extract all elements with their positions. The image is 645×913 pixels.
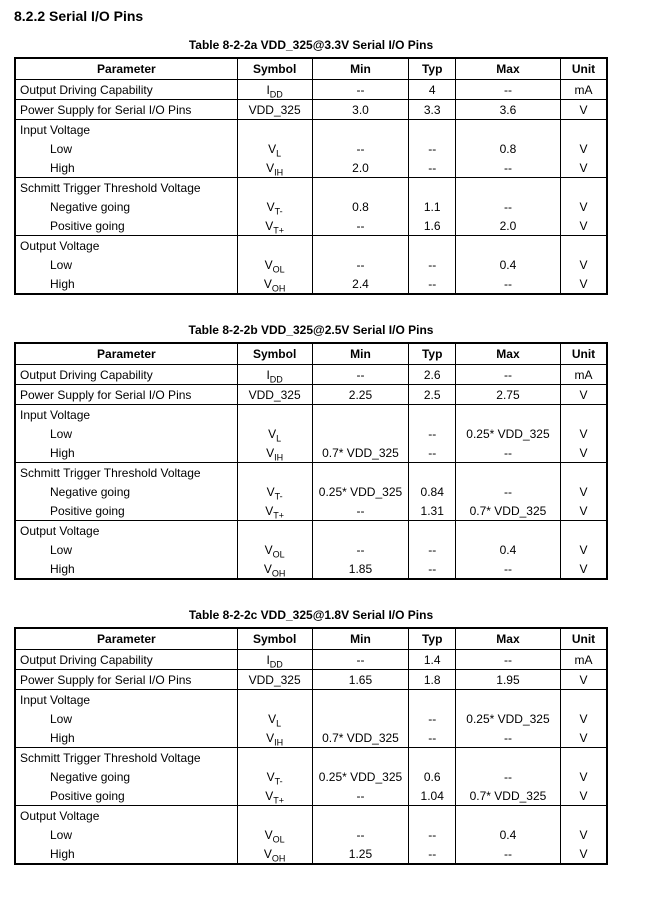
- unit-cell: [561, 463, 608, 483]
- parameter-cell: Low: [15, 139, 237, 158]
- symbol-subscript: IH: [274, 451, 284, 462]
- typ-cell: --: [409, 424, 455, 443]
- typ-cell: --: [409, 274, 455, 294]
- symbol-cell: $V_{OH}$: [237, 559, 312, 579]
- column-header: Unit: [561, 628, 608, 650]
- max-cell: [455, 690, 560, 710]
- min-cell: [312, 709, 409, 728]
- parameter-cell: Output Voltage: [15, 521, 237, 541]
- min-cell: 0.8: [312, 197, 409, 216]
- table-row: [15, 255, 607, 274]
- parameter-cell: Output Voltage: [15, 806, 237, 826]
- table-block-2v5: [14, 323, 608, 580]
- column-header: Typ: [409, 58, 455, 80]
- unit-cell: V: [561, 443, 608, 463]
- max-cell: [455, 178, 560, 198]
- table-block-1v8: [14, 608, 608, 865]
- table-row: [15, 443, 607, 463]
- min-cell: --: [312, 80, 409, 100]
- min-cell: [312, 748, 409, 768]
- max-cell: 0.4: [455, 255, 560, 274]
- parameter-cell: Output Driving Capability: [15, 650, 237, 670]
- symbol-cell: [237, 748, 312, 768]
- column-header: Max: [455, 58, 560, 80]
- unit-cell: [561, 236, 608, 256]
- table-row: [15, 80, 607, 100]
- table-row: [15, 844, 607, 864]
- parameter-cell: Output Voltage: [15, 236, 237, 256]
- symbol-cell: $V_L$: [237, 424, 312, 443]
- unit-cell: V: [561, 501, 608, 521]
- table-header-row: [15, 343, 607, 365]
- max-cell: --: [455, 274, 560, 294]
- typ-cell: --: [409, 844, 455, 864]
- symbol-cell: $I_{DD}$: [237, 650, 312, 670]
- table-row: [15, 385, 607, 405]
- symbol-cell: $V_{IH}$: [237, 443, 312, 463]
- typ-cell: [409, 463, 455, 483]
- unit-cell: [561, 748, 608, 768]
- parameter-cell: Low: [15, 540, 237, 559]
- parameter-cell: Power Supply for Serial I/O Pins: [15, 670, 237, 690]
- unit-cell: [561, 178, 608, 198]
- parameter-cell: Power Supply for Serial I/O Pins: [15, 100, 237, 120]
- symbol-subscript: L: [276, 717, 282, 728]
- max-cell: 0.25* VDD_325: [455, 709, 560, 728]
- symbol-cell: $I_{DD}$: [237, 365, 312, 385]
- symbol-cell: $V_{T+}$: [237, 501, 312, 521]
- parameter-cell: High: [15, 844, 237, 864]
- max-cell: 0.25* VDD_325: [455, 424, 560, 443]
- column-header: Unit: [561, 343, 608, 365]
- symbol-cell: [237, 806, 312, 826]
- min-cell: [312, 521, 409, 541]
- min-cell: 2.25: [312, 385, 409, 405]
- symbol-cell: $V_{IH}$: [237, 728, 312, 748]
- symbol-cell: [237, 463, 312, 483]
- max-cell: --: [455, 650, 560, 670]
- min-cell: 0.25* VDD_325: [312, 767, 409, 786]
- group-header-row: [15, 690, 607, 710]
- symbol-cell: $V_{OL}$: [237, 825, 312, 844]
- typ-cell: 0.84: [409, 482, 455, 501]
- unit-cell: V: [561, 424, 608, 443]
- table-caption-3v3: Table 8-2-2a VDD_325@3.3V Serial I/O Pins: [188, 38, 434, 52]
- min-cell: [312, 178, 409, 198]
- max-cell: [455, 463, 560, 483]
- typ-cell: [409, 690, 455, 710]
- min-cell: [312, 463, 409, 483]
- max-cell: --: [455, 482, 560, 501]
- typ-cell: 2.6: [409, 365, 455, 385]
- max-cell: [455, 120, 560, 140]
- typ-cell: 1.31: [409, 501, 455, 521]
- parameter-cell: Positive going: [15, 216, 237, 236]
- unit-cell: V: [561, 825, 608, 844]
- group-header-row: [15, 120, 607, 140]
- symbol-subscript: T+: [273, 794, 285, 805]
- symbol-subscript: OL: [272, 263, 285, 274]
- symbol-subscript: T+: [273, 509, 285, 520]
- min-cell: [312, 120, 409, 140]
- typ-cell: [409, 178, 455, 198]
- column-header: Parameter: [15, 58, 237, 80]
- typ-cell: 3.3: [409, 100, 455, 120]
- table-row: [15, 158, 607, 178]
- symbol-subscript: T-: [274, 775, 283, 786]
- unit-cell: V: [561, 255, 608, 274]
- max-cell: 0.7* VDD_325: [455, 501, 560, 521]
- max-cell: --: [455, 767, 560, 786]
- min-cell: [312, 236, 409, 256]
- symbol-subscript: T-: [274, 205, 283, 216]
- serial-io-table-1v8: [14, 627, 608, 865]
- parameter-cell: Output Driving Capability: [15, 365, 237, 385]
- parameter-cell: Low: [15, 825, 237, 844]
- typ-cell: 1.6: [409, 216, 455, 236]
- unit-cell: V: [561, 709, 608, 728]
- unit-cell: V: [561, 197, 608, 216]
- typ-cell: [409, 236, 455, 256]
- symbol-cell: $V_{T-}$: [237, 767, 312, 786]
- unit-cell: V: [561, 767, 608, 786]
- group-header-row: [15, 405, 607, 425]
- table-row: [15, 559, 607, 579]
- table-header-row: [15, 628, 607, 650]
- table-row: [15, 767, 607, 786]
- table-row: [15, 709, 607, 728]
- symbol-subscript: OH: [271, 282, 286, 293]
- symbol-cell: $V_{T+}$: [237, 216, 312, 236]
- min-cell: 0.7* VDD_325: [312, 443, 409, 463]
- column-header: Min: [312, 628, 409, 650]
- table-row: [15, 786, 607, 806]
- parameter-cell: Input Voltage: [15, 690, 237, 710]
- parameter-cell: High: [15, 728, 237, 748]
- unit-cell: V: [561, 670, 608, 690]
- unit-cell: V: [561, 559, 608, 579]
- unit-cell: V: [561, 786, 608, 806]
- parameter-cell: Schmitt Trigger Threshold Voltage: [15, 178, 237, 198]
- typ-cell: --: [409, 255, 455, 274]
- min-cell: [312, 806, 409, 826]
- column-header: Max: [455, 343, 560, 365]
- parameter-cell: Low: [15, 255, 237, 274]
- table-row: [15, 825, 607, 844]
- symbol-cell: $V_{OL}$: [237, 540, 312, 559]
- min-cell: --: [312, 786, 409, 806]
- unit-cell: [561, 806, 608, 826]
- symbol-subscript: L: [276, 147, 282, 158]
- column-header: Symbol: [237, 58, 312, 80]
- table-row: [15, 482, 607, 501]
- symbol-cell: [237, 178, 312, 198]
- unit-cell: mA: [561, 650, 608, 670]
- parameter-cell: Positive going: [15, 501, 237, 521]
- unit-cell: V: [561, 158, 608, 178]
- max-cell: --: [455, 365, 560, 385]
- max-cell: 2.75: [455, 385, 560, 405]
- symbol-cell: $V_{T+}$: [237, 786, 312, 806]
- parameter-cell: Input Voltage: [15, 120, 237, 140]
- typ-cell: [409, 405, 455, 425]
- max-cell: --: [455, 80, 560, 100]
- symbol-subscript: OL: [272, 833, 285, 844]
- parameter-cell: Power Supply for Serial I/O Pins: [15, 385, 237, 405]
- parameter-cell: Input Voltage: [15, 405, 237, 425]
- group-header-row: [15, 463, 607, 483]
- typ-cell: 4: [409, 80, 455, 100]
- max-cell: --: [455, 559, 560, 579]
- typ-cell: --: [409, 728, 455, 748]
- unit-cell: V: [561, 540, 608, 559]
- group-header-row: [15, 748, 607, 768]
- column-header: Typ: [409, 628, 455, 650]
- parameter-cell: Output Driving Capability: [15, 80, 237, 100]
- table-row: [15, 139, 607, 158]
- min-cell: 1.25: [312, 844, 409, 864]
- serial-io-table-2v5: [14, 342, 608, 580]
- unit-cell: [561, 521, 608, 541]
- table-row: [15, 670, 607, 690]
- column-header: Parameter: [15, 628, 237, 650]
- max-cell: --: [455, 728, 560, 748]
- group-header-row: [15, 521, 607, 541]
- symbol-subscript: OH: [271, 567, 286, 578]
- unit-cell: V: [561, 216, 608, 236]
- serial-io-table-3v3: [14, 57, 608, 295]
- group-header-row: [15, 178, 607, 198]
- symbol-cell: VDD_325: [237, 670, 312, 690]
- symbol-cell: $V_L$: [237, 709, 312, 728]
- min-cell: 0.7* VDD_325: [312, 728, 409, 748]
- table-row: [15, 424, 607, 443]
- table-row: [15, 100, 607, 120]
- unit-cell: V: [561, 385, 608, 405]
- column-header: Max: [455, 628, 560, 650]
- column-header: Unit: [561, 58, 608, 80]
- symbol-subscript: OL: [272, 548, 285, 559]
- table-block-3v3: [14, 38, 608, 295]
- min-cell: [312, 405, 409, 425]
- min-cell: --: [312, 540, 409, 559]
- max-cell: --: [455, 158, 560, 178]
- max-cell: [455, 236, 560, 256]
- min-cell: [312, 424, 409, 443]
- max-cell: [455, 521, 560, 541]
- typ-cell: --: [409, 825, 455, 844]
- typ-cell: [409, 120, 455, 140]
- typ-cell: --: [409, 559, 455, 579]
- symbol-cell: VDD_325: [237, 100, 312, 120]
- max-cell: 0.7* VDD_325: [455, 786, 560, 806]
- parameter-cell: Schmitt Trigger Threshold Voltage: [15, 463, 237, 483]
- unit-cell: [561, 405, 608, 425]
- symbol-subscript: T-: [274, 490, 283, 501]
- column-header: Min: [312, 343, 409, 365]
- symbol-cell: $V_{OH}$: [237, 844, 312, 864]
- symbol-subscript: IH: [274, 166, 284, 177]
- unit-cell: mA: [561, 365, 608, 385]
- table-row: [15, 728, 607, 748]
- typ-cell: [409, 748, 455, 768]
- symbol-subscript: DD: [269, 88, 283, 99]
- typ-cell: --: [409, 443, 455, 463]
- max-cell: [455, 405, 560, 425]
- symbol-cell: $V_{OH}$: [237, 274, 312, 294]
- table-row: [15, 501, 607, 521]
- parameter-cell: Negative going: [15, 767, 237, 786]
- parameter-cell: Negative going: [15, 197, 237, 216]
- column-header: Symbol: [237, 343, 312, 365]
- symbol-cell: $V_{T-}$: [237, 482, 312, 501]
- section-heading: 8.2.2 Serial I/O Pins: [14, 8, 144, 24]
- min-cell: 2.4: [312, 274, 409, 294]
- parameter-cell: Negative going: [15, 482, 237, 501]
- symbol-subscript: OH: [271, 852, 286, 863]
- table-caption-1v8: Table 8-2-2c VDD_325@1.8V Serial I/O Pins: [188, 608, 434, 622]
- max-cell: [455, 748, 560, 768]
- min-cell: --: [312, 365, 409, 385]
- table-caption-2v5: Table 8-2-2b VDD_325@2.5V Serial I/O Pins: [188, 323, 434, 337]
- min-cell: --: [312, 825, 409, 844]
- typ-cell: 1.8: [409, 670, 455, 690]
- table-row: [15, 650, 607, 670]
- group-header-row: [15, 806, 607, 826]
- table-row: [15, 540, 607, 559]
- parameter-cell: High: [15, 559, 237, 579]
- min-cell: 3.0: [312, 100, 409, 120]
- symbol-cell: $V_{OL}$: [237, 255, 312, 274]
- typ-cell: [409, 521, 455, 541]
- min-cell: --: [312, 255, 409, 274]
- max-cell: --: [455, 443, 560, 463]
- typ-cell: 1.1: [409, 197, 455, 216]
- unit-cell: [561, 120, 608, 140]
- column-header: Parameter: [15, 343, 237, 365]
- typ-cell: [409, 806, 455, 826]
- min-cell: --: [312, 216, 409, 236]
- min-cell: 1.65: [312, 670, 409, 690]
- symbol-subscript: DD: [269, 373, 283, 384]
- symbol-cell: $V_{IH}$: [237, 158, 312, 178]
- unit-cell: V: [561, 139, 608, 158]
- max-cell: [455, 806, 560, 826]
- max-cell: 3.6: [455, 100, 560, 120]
- unit-cell: V: [561, 482, 608, 501]
- unit-cell: mA: [561, 80, 608, 100]
- min-cell: 2.0: [312, 158, 409, 178]
- symbol-cell: [237, 521, 312, 541]
- typ-cell: --: [409, 158, 455, 178]
- parameter-cell: Schmitt Trigger Threshold Voltage: [15, 748, 237, 768]
- symbol-cell: $V_L$: [237, 139, 312, 158]
- typ-cell: 0.6: [409, 767, 455, 786]
- typ-cell: 1.04: [409, 786, 455, 806]
- table-row: [15, 365, 607, 385]
- symbol-subscript: L: [276, 432, 282, 443]
- symbol-cell: [237, 236, 312, 256]
- parameter-cell: High: [15, 158, 237, 178]
- parameter-cell: Low: [15, 424, 237, 443]
- symbol-cell: [237, 690, 312, 710]
- unit-cell: V: [561, 844, 608, 864]
- parameter-cell: Positive going: [15, 786, 237, 806]
- column-header: Symbol: [237, 628, 312, 650]
- max-cell: 0.4: [455, 540, 560, 559]
- max-cell: 0.8: [455, 139, 560, 158]
- min-cell: 1.85: [312, 559, 409, 579]
- max-cell: 0.4: [455, 825, 560, 844]
- max-cell: 1.95: [455, 670, 560, 690]
- min-cell: --: [312, 139, 409, 158]
- max-cell: --: [455, 197, 560, 216]
- min-cell: --: [312, 501, 409, 521]
- parameter-cell: High: [15, 443, 237, 463]
- column-header: Typ: [409, 343, 455, 365]
- symbol-subscript: IH: [274, 736, 284, 747]
- unit-cell: [561, 690, 608, 710]
- table-header-row: [15, 58, 607, 80]
- column-header: Min: [312, 58, 409, 80]
- unit-cell: V: [561, 100, 608, 120]
- typ-cell: --: [409, 709, 455, 728]
- parameter-cell: High: [15, 274, 237, 294]
- typ-cell: 1.4: [409, 650, 455, 670]
- symbol-cell: [237, 120, 312, 140]
- typ-cell: --: [409, 540, 455, 559]
- symbol-subscript: DD: [269, 658, 283, 669]
- unit-cell: V: [561, 274, 608, 294]
- table-row: [15, 197, 607, 216]
- unit-cell: V: [561, 728, 608, 748]
- min-cell: [312, 690, 409, 710]
- typ-cell: --: [409, 139, 455, 158]
- symbol-subscript: T+: [273, 224, 285, 235]
- max-cell: 2.0: [455, 216, 560, 236]
- group-header-row: [15, 236, 607, 256]
- symbol-cell: [237, 405, 312, 425]
- symbol-cell: VDD_325: [237, 385, 312, 405]
- symbol-cell: $I_{DD}$: [237, 80, 312, 100]
- typ-cell: 2.5: [409, 385, 455, 405]
- min-cell: 0.25* VDD_325: [312, 482, 409, 501]
- symbol-cell: $V_{T-}$: [237, 197, 312, 216]
- parameter-cell: Low: [15, 709, 237, 728]
- table-row: [15, 274, 607, 294]
- min-cell: --: [312, 650, 409, 670]
- table-row: [15, 216, 607, 236]
- max-cell: --: [455, 844, 560, 864]
